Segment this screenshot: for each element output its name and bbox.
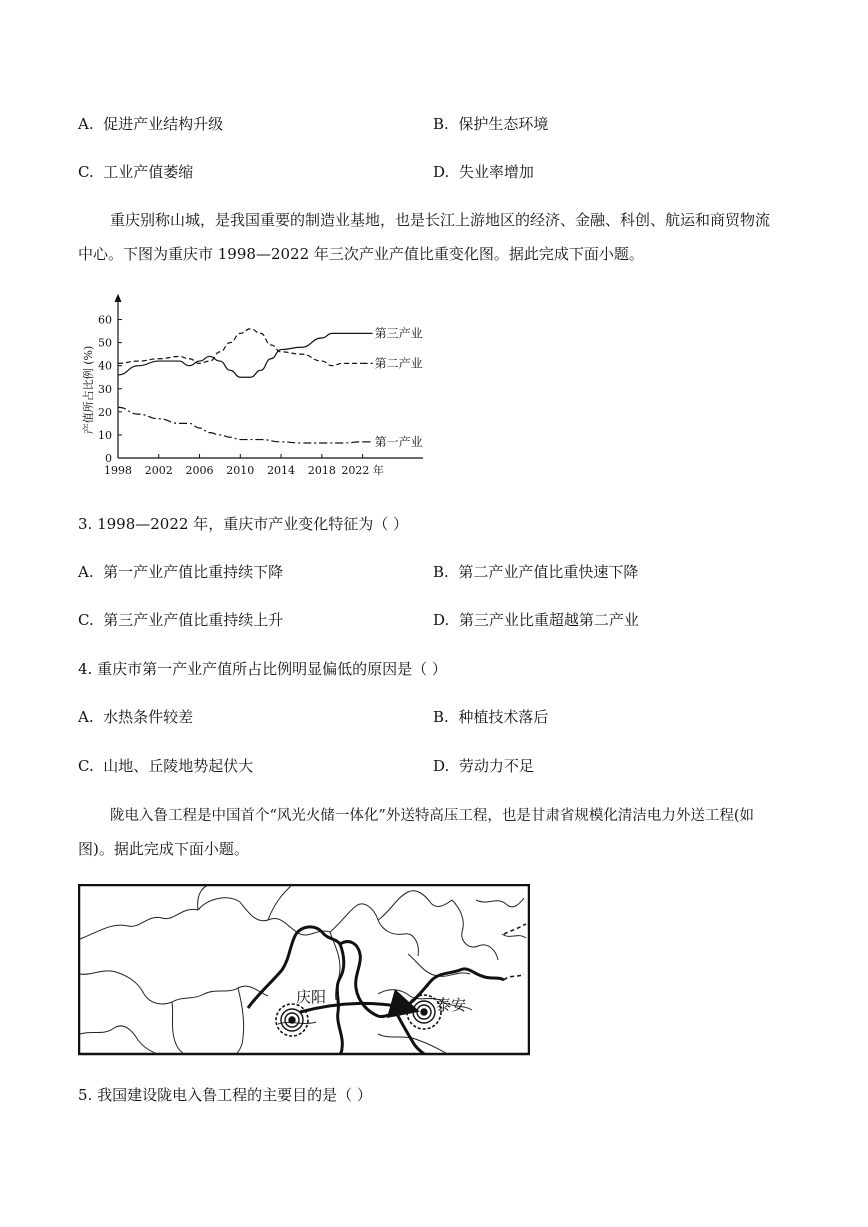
q3-option-b[interactable]	[433, 561, 638, 582]
passage-line: 中心。下图为重庆市 1998—2022 年三次产业产值比重变化图。据此完成下面小题。	[78, 245, 644, 263]
passage-line: 图)。据此完成下面小题。	[78, 840, 249, 858]
option-c[interactable]	[78, 161, 193, 182]
option-key: D.	[433, 163, 450, 181]
option-text: 山地、丘陵地势起伏大	[103, 757, 254, 775]
option-text: 水热条件较差	[103, 708, 194, 726]
y-tick-label: 30	[98, 382, 112, 396]
option-key: D.	[433, 611, 450, 629]
question-3-stem: 3. 1998—2022 年，重庆市产业变化特征为（ ）	[78, 515, 408, 533]
option-text: 第二产业产值比重快速下降	[458, 563, 639, 581]
y-tick-label: 60	[98, 313, 112, 327]
option-text: 工业产值萎缩	[103, 163, 194, 181]
option-key: C.	[78, 163, 94, 181]
option-key: B.	[433, 708, 449, 726]
y-tick-label: 10	[98, 428, 112, 442]
x-tick-label: 2022 年	[341, 464, 384, 477]
x-tick-label: 2010	[226, 464, 255, 477]
q3-option-c[interactable]	[78, 609, 283, 630]
q4-option-c[interactable]	[78, 755, 253, 776]
x-tick-label: 2014	[267, 464, 296, 477]
y-axis-arrow	[115, 295, 121, 302]
y-tick-label: 0	[105, 452, 112, 465]
option-a[interactable]	[78, 113, 223, 134]
series-label: 第一产业	[374, 434, 423, 449]
x-tick-label: 2018	[307, 464, 336, 477]
qingyang-marker	[276, 1004, 308, 1036]
option-text: 失业率增加	[458, 163, 534, 181]
option-text: 第三产业比重超越第二产业	[458, 611, 639, 629]
option-text: 劳动力不足	[458, 757, 534, 775]
option-b[interactable]	[433, 113, 548, 134]
option-text: 第一产业产值比重持续下降	[103, 563, 284, 581]
y-tick-label: 50	[98, 336, 112, 350]
option-key: D.	[433, 757, 450, 775]
y-tick-label: 40	[98, 359, 112, 373]
option-key: C.	[78, 611, 94, 629]
option-text: 种植技术落后	[458, 708, 549, 726]
power-transmission-map	[78, 884, 530, 1056]
question-5-stem: 5. 我国建设陇电入鲁工程的主要目的是（ ）	[78, 1086, 372, 1104]
industry-share-line-chart	[78, 292, 438, 482]
option-key: A.	[78, 708, 94, 726]
x-tick-label: 2006	[185, 464, 214, 477]
passage-line: 重庆别称山城，是我国重要的制造业基地，也是长江上游地区的经济、金融、科创、航运和商贸物流	[110, 211, 771, 229]
q3-option-d[interactable]	[433, 609, 639, 630]
option-key: B.	[433, 563, 449, 581]
series-line	[118, 407, 363, 443]
x-tick-label: 1998	[104, 464, 132, 477]
option-text: 第三产业产值比重持续上升	[103, 611, 284, 629]
q4-option-a[interactable]	[78, 706, 193, 727]
q4-option-b[interactable]	[433, 706, 548, 727]
y-tick-label: 20	[98, 405, 112, 419]
city-label-qingyang: 庆阳	[296, 988, 327, 1006]
x-tick-label: 2002	[144, 464, 173, 477]
passage-line: 陇电入鲁工程是中国首个“风光火储一体化”外送特高压工程，也是甘肃省规模化清洁电力外送工程(如	[110, 808, 754, 824]
option-key: B.	[433, 115, 449, 133]
option-key: A.	[78, 563, 94, 581]
option-key: A.	[78, 115, 94, 133]
option-text: 保护生态环境	[458, 115, 549, 133]
q3-option-a[interactable]	[78, 561, 283, 582]
option-d[interactable]	[433, 161, 534, 182]
series-label: 第二产业	[374, 356, 423, 371]
option-key: C.	[78, 757, 94, 775]
question-4-stem: 4. 重庆市第一产业产值所占比例明显偏低的原因是（ ）	[78, 660, 447, 678]
q4-option-d[interactable]	[433, 755, 534, 776]
series-label: 第三产业	[374, 326, 423, 341]
city-label-taian: 泰安	[436, 996, 467, 1014]
y-axis-label: 产值所占比例 (%)	[82, 345, 95, 435]
series-line	[118, 329, 363, 366]
option-text: 促进产业结构升级	[103, 115, 224, 133]
series-line	[118, 333, 363, 377]
